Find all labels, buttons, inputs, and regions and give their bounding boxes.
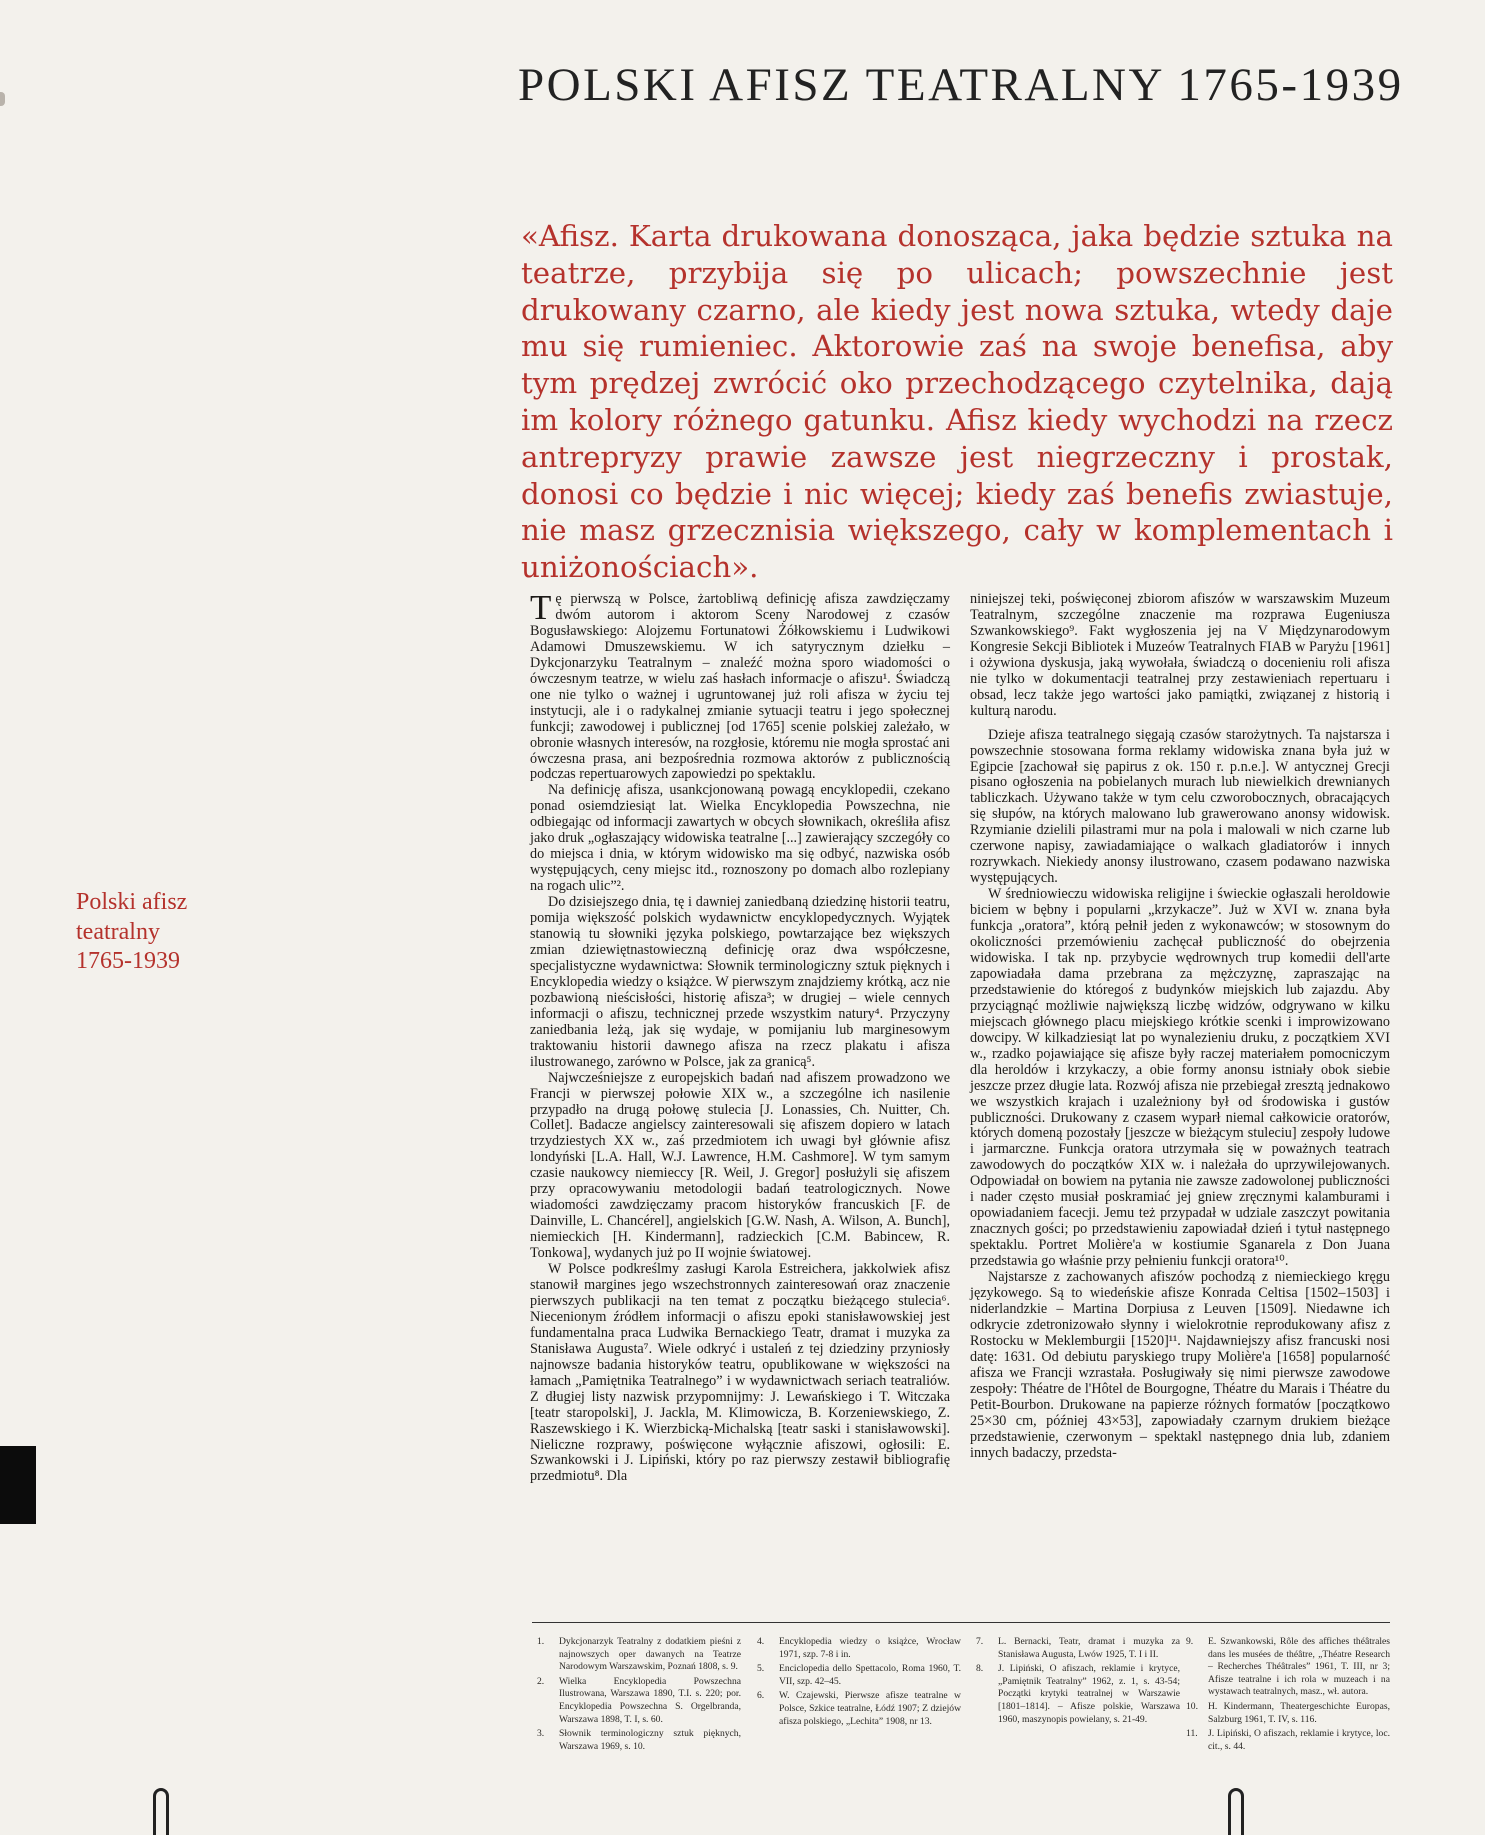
sidebar-title: Polski afisz teatralny 1765-1939 (76, 889, 188, 974)
paragraph: Dzieje afisza teatralnego sięgają czasów starożytnych. Ta najstarsza i powszechnie stosowana forma reklamy widowiska znana była już w Egipcie [zachował się papirus z ok. 150 r. p.n.e.]. W antycznej Grecji pisano ogłoszenia na pobielanych murach lub niewielkich drewnianych tabliczkach. Używano także w tym celu czworobocznych, obracających się słupów, na których malowano lub grawerowano anonsy widowisk. Rzymianie dzielili pilastrami mur na pola i malowali w nich czarne lub czerwone napisy, zawiadamiające o walkach gladiatorów i innych rozrywkach. Niekiedy anonsy ilustrowano, czasem podawano nazwiska występujących. (970, 726, 1390, 887)
footnotes-column-4 (1186, 1636, 1390, 1755)
footnote-text: Enciclopedia dello Spettacolo, Roma 1960, T. VII, szp. 42–45. (779, 1663, 961, 1687)
footnote (757, 1636, 961, 1661)
footnote-number: 8. (976, 1663, 984, 1675)
footnote-text: Dykcjonarzyk Teatralny z dodatkiem pieśni z najnowszych oper dawanych na Teatrze Narodowym Warszawskim, Poznań 1808, s. 9. (559, 1636, 741, 1673)
page-edge-mark (0, 92, 5, 106)
footnote-number: 7. (976, 1636, 984, 1647)
drop-cap: T (530, 588, 552, 627)
footnote-number: 1. (537, 1636, 545, 1647)
footnote-number: 3. (537, 1728, 545, 1740)
footnote (1186, 1728, 1390, 1753)
footnotes-column-3 (976, 1636, 1180, 1728)
footnote-number: 6. (757, 1690, 765, 1702)
footnote-number: 10. (1186, 1700, 1198, 1712)
opening-quote: «Afisz. Karta drukowana donosząca, jaka będzie sztuka na teatrze, przybija się po ulicach; powszechnie jest drukowany czarno, ale kiedy jest nowa sztuka, wtedy daje mu się rumieniec. Aktorowie zaś na swoje benefisa, aby tym prędzej zwrócić oko przechodzącego czytelnika, dają im kolory różnego gatunku. Afisz kiedy wychodzi na rzecz antrepryzy prawie zawsze jest niegrzeczny i prostak, donosi co będzie i nic więcej; kiedy zaś benefis zwiastuje, nie masz grzecznisia większego, cały w komplementach i uniżonościach». (521, 219, 1393, 585)
page-title: POLSKI AFISZ TEATRALNY 1765-1939 (518, 59, 1404, 111)
paragraph: Na definicję afisza, usankcjonowaną powagą encyklopedii, czekano ponad osiemdziesiąt lat. Wielka Encyklopedia Powszechna, nie odbiegając od informacji zawartych w obcych słownikach, określiła afisz jako druk „ogłaszający widowiska teatralne [...] zawierający szczegóły co do miejsca i dnia, w którym widowisko ma się odbyć, nazwiska osób występujących, ceny miejsc itd., roznoszony po domach albo rozlepiany na rogach ulic”². (530, 782, 950, 895)
footnote (976, 1636, 1180, 1661)
binder-clip-right (1228, 1788, 1244, 1835)
footnote-number: 4. (757, 1636, 765, 1647)
footnote-text: J. Lipiński, O afiszach, reklamie i krytyce, loc. cit., s. 44. (1208, 1728, 1390, 1752)
footnote-text: H. Kindermann, Theatergeschichte Europas, Salzburg 1961, T. IV, s. 116. (1208, 1700, 1390, 1725)
paragraph (530, 588, 950, 783)
footnote (1186, 1701, 1390, 1726)
footnote-text: J. Lipiński, O afiszach, reklamie i krytyce, „Pamiętnik Teatralny” 1962, z. 1, s. 43-54; Początki krytyki teatralnej w Warszawie [1801–1814]. – Afisze polskie, Warszawa 1960, maszynopis powielany, s. 21-49. (998, 1663, 1180, 1725)
body-column-2 (970, 592, 1390, 1461)
footnote (537, 1636, 741, 1674)
footnote (976, 1663, 1180, 1726)
footnotes-column-1 (537, 1636, 741, 1755)
paragraph: niniejszej teki, poświęconej zbiorom afiszów w warszawskim Muzeum Teatralnym, szczególne znaczenie ma rozprawa Eugeniusza Szwankowskiego⁹. Fakt wygłoszenia jej na V Międzynarodowym Kongresie Sekcji Bibliotek i Muzeów Teatralnych FIAB w Paryżu [1961] i ożywiona dyskusja, jaką wywołała, świadczą o docenieniu roli afisza nie tylko w dokumentacji teatralnej przy zestawieniach repertuaru i obsad, lecz także jego wartości jako pamiątki, związanej z historią i kulturą narodu. (970, 591, 1390, 719)
body-column-1 (530, 588, 950, 1485)
footnote-number: 11. (1186, 1728, 1198, 1740)
footnote-text: L. Bernacki, Teatr, dramat i muzyka za Stanisława Augusta, Lwów 1925, T. I i II. (998, 1636, 1180, 1660)
footnote-number: 2. (537, 1675, 545, 1687)
footnote-text: E. Szwankowski, Rôle des affiches théâtrales dans les musées de théâtre, „Théatre Research – Recherches Théâtrales” 1961, T. III, nr 3; Afisze teatralne i ich rola w muzeach i na wystawach teatralnych, masz., wł. autora. (1208, 1636, 1390, 1698)
paragraph: W Polsce podkreślmy zasługi Karola Estreichera, jakkolwiek afisz stanowił margines jego wszechstronnych zainteresowań oraz znaczenie pierwszych publikacji na ten temat z początku bieżącego stulecia⁶. Niecenionym źródłem informacji o afiszu epoki stanisławowskiej jest fundamentalna praca Ludwika Bernackiego Teatr, dramat i muzyka za Stanisława Augusta⁷. Wiele odkryć i ustaleń z tej dziedziny przyniosły najnowsze badania historyków teatru, opublikowane w większości na łamach „Pamiętnika Teatralnego” i w wydawnictwach seriach teatraliów. Z długiej listy nazwisk przypomnijmy: J. Lewańskiego i T. Witczaka [teatr staropolski], J. Jackla, M. Klimowicza, B. Korzeniewskiego, Z. Raszewskiego i K. Wierzbicką-Michalską [teatr saski i stanisławowski]. Nieliczne rozprawy, poświęcone wyłącznie afiszowi, ogłosili: E. Szwankowski i J. Lipiński, który po raz pierwszy zestawił bibliografię przedmiotu⁸. Dla (530, 1261, 950, 1485)
footnote-text: Wielka Encyklopedia Powszechna Ilustrowana, Warszawa 1890, T.I. s. 220; por. Encyklopedia Powszechna S. Orgelbranda, Warszawa 1898, T. I, s. 60. (559, 1675, 741, 1725)
footnote (537, 1728, 741, 1753)
footnote-number: 9. (1186, 1636, 1194, 1647)
footnote (1186, 1636, 1390, 1699)
black-tab-marker (0, 1446, 36, 1524)
footnote-text: Słownik terminologiczny sztuk pięknych, Warszawa 1969, s. 10. (559, 1728, 741, 1752)
paragraph-text: ę pierwszą w Polsce, żartobliwą definicję afisza zawdzięczamy dwóm autorom i aktorom Sceny Narodowej z czasów Bogusławskiego: Alojzemu Fortunatowi Żółkowskiemu i Ludwikowi Adamowi Dmuszewskiemu. W ich satyrycznym dziełku – Dykcjonarzyku Teatralnym – znaleźć można sporo wiadomości o ówczesnym teatrze, w wielu zaś hasłach informacje o afiszu¹. Świadczą one nie tylko o ważnej i ugruntowanej już roli afisza w życiu tej instytucji, ale i o radykalnej zmianie sytuacji teatru i jego społecznej funkcji; zawodowej i publicznej [od 1765] scenie polskiej zależało, w obronie własnych interesów, na rozgłosie, któremu nie mogła sprostać ani ówczesna prasa, ani bezpośrednia rozmowa aktorów z publicznością podczas repertuarowych zapowiedzi po spektaklu. (530, 591, 950, 783)
binder-clip-left (153, 1788, 169, 1835)
footnote-text: W. Czajewski, Pierwsze afisze teatralne w Polsce, Szkice teatralne, Łódź 1907; Z dziejów afisza polskiego, „Lechita” 1908, nr 13. (779, 1690, 961, 1727)
paragraph: Najstarsze z zachowanych afiszów pochodzą z niemieckiego kręgu językowego. Są to wiedeńskie afisze Konrada Celtisa [1502–1503] i niderlandzkie – Martina Dorpiusa z Leuven [1509]. Niedawne ich odkrycie zdetronizowało słynny i wielokrotnie reprodukowany afisz z Rostocku w Meklemburgii [1520]¹¹. Najdawniejszy afisz francuski nosi datę: 1631. Od debiutu paryskiego trupy Molière'a [1658] popularność afisza we Francji wzrastała. Posługiwały się nimi pierwsze zawodowe zespoły: Théatre de l'Hôtel de Bourgogne, Théatre du Marais i Théatre du Petit-Bourbon. Drukowane na papierze różnych formatów [początkowo 25×30 cm, później 43×53], zapowiadały czarnym drukiem bieżące przedstawienie, czerwonym – spektakl następnego dnia lub, zdaniem innych badaczy, przedsta- (970, 1269, 1390, 1461)
footnote-number: 5. (757, 1663, 765, 1675)
footnote (537, 1676, 741, 1726)
footnote-divider (532, 1622, 1390, 1623)
paragraph: W średniowieczu widowiska religijne i świeckie ogłaszali heroldowie biciem w bębny i popularni „krzykacze”. Już w XVI w. znana była funkcja „oratora”, którą pełnił jeden z wykonawców; w stosownym do okoliczności przemówieniu zachęcał publiczność do obejrzenia widowiska. I tak np. przybycie wędrownych trup komedii dell'arte zapowiadała dama przebrana za mężczyznę, zapraszając na przedstawienie do któregoś z budynków miejskich lub zajazdu. Aby przyciągnąć możliwie największą liczbę widzów, odgrywano w kilku miejscach głównego placu miejskiego krótkie scenki i improwizowano dowcipy. W kilkadziesiąt lat po wynalezieniu druku, z początkiem XVI w., rzadko pojawiające się afisze były raczej materiałem pomocniczym dla heroldów i krzykaczy, a obie formy anonsu istniały obok siebie jeszcze przez długie lata. Rozwój afisza nie przebiegał zresztą jednakowo we wszystkich krajach i uzależniony był od środowiska i gustów publiczności. Drukowany z czasem wyparł niemal całkowicie oratorów, których domeną pozostały [jeszcze w bieżącym stuleciu] zespoły ludowe i jarmarczne. Funkcja oratora utrzymała się w poważnych teatrach zawodowych do początków XIX w. i należała do uprzywilejowanych. Odpowiadał on bowiem na pytania nie zawsze zadowolonej publiczności i nader często musiał poskramiać jej gniew zręcznymi kalamburami i opowiadaniem facecji. Jemu też przypadał w udziale zaszczyt powitania znacznych gości; po przedstawieniu zapowiadał dzień i tytuł następnego spektaklu. Portret Molière'a w kostiumie Sganarela z Don Juana przedstawia go właśnie przy pełnieniu funkcji oratora¹⁰. (970, 886, 1390, 1270)
footnote-text: Encyklopedia wiedzy o książce, Wrocław 1971, szp. 7-8 i in. (779, 1636, 961, 1660)
footnote (757, 1663, 961, 1688)
footnote (757, 1690, 961, 1728)
paragraph: Najwcześniejsze z europejskich badań nad afiszem prowadzono we Francji w pierwszej połowie XIX w., a szczególne ich nasilenie przypadło na drugą połowę stulecia [J. Lonassies, Ch. Nuitter, Ch. Collet]. Badacze angielscy zainteresowali się afiszem dopiero w latach trzydziestych XX w., zaś przedmiotem ich uwagi był głównie afisz londyński [L.A. Hall, W.J. Lawrence, H.M. Cashmore]. W tym samym czasie naukowcy niemieccy [R. Weil, J. Gregor] posłużyli się afiszem przy opracowywaniu metodologii badań teatrologicznych. Nowe wiadomości zawdzięczamy pracom historyków francuskich [F. de Dainville, L. Chancérel], angielskich [G.W. Nash, A. Wilson, A. Bunch], niemieckich [H. Kindermann], radzieckich [C.M. Babincew, R. Tonkowa], wydanych już po II wojnie światowej. (530, 1069, 950, 1262)
paragraph: Do dzisiejszego dnia, tę i dawniej zaniedbaną dziedzinę historii teatru, pomija większość polskich wydawnictw encyklopedycznych. Wyjątek stanowią tu słowniki języka polskiego, powtarzające bez większych zmian dziewiętnastowieczną definicję oraz dwa współczesne, specjalistyczne wydawnictwa: Słownik terminologiczny sztuk pięknych i Encyklopedia wiedzy o książce. W pierwszym znajdziemy krótką, acz nie pozbawioną nieścisłości, historię afisza³; w drugiej – wiele cennych informacji o afiszu, technicznej przede wszystkim natury⁴. Przyczyny zaniedbania leżą, jak się wydaje, w pomijaniu lub marginesowym traktowaniu historii dawnego afisza na rzecz plakatu i afisza ilustrowanego, zarówno w Polsce, jak za granicą⁵. (530, 894, 950, 1070)
footnotes-column-2 (757, 1636, 961, 1730)
